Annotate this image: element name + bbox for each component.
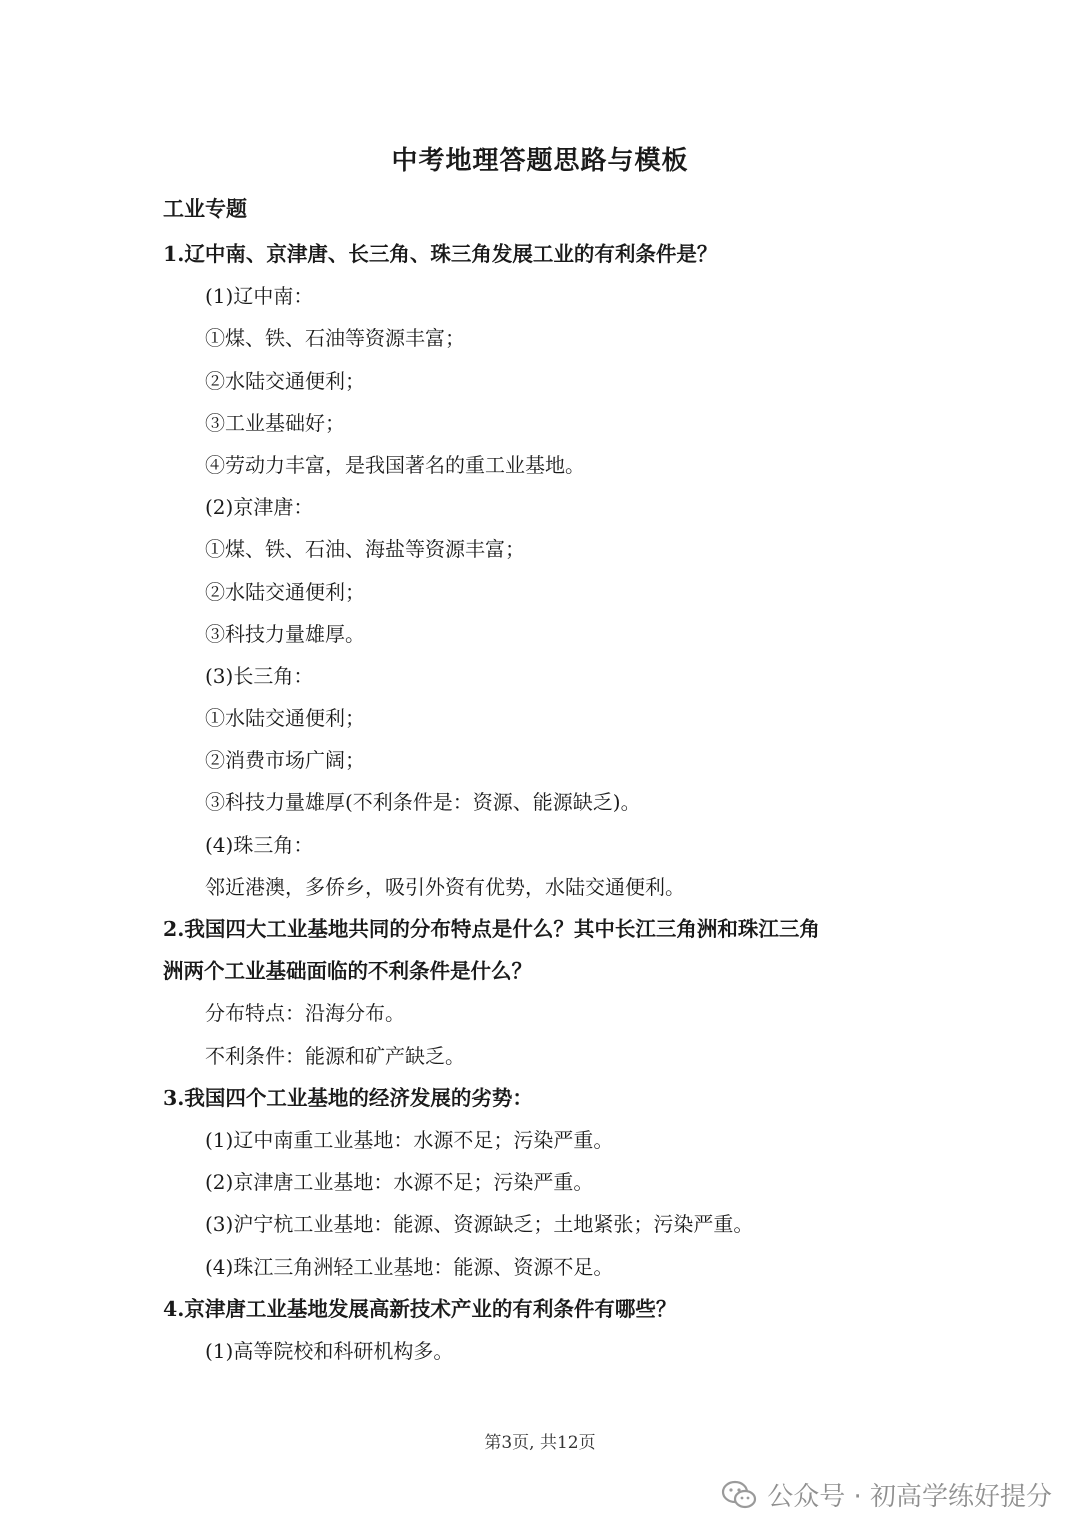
question-line: 3.我国四个工业基地的经济发展的劣势：: [163, 1085, 533, 1110]
answer-line: (2)京津唐：: [205, 495, 314, 520]
answer-line: ①煤、铁、石油、海盐等资源丰富；: [205, 537, 525, 562]
answer-line: ②水陆交通便利；: [205, 579, 365, 604]
question-line: 4.京津唐工业基地发展高新技术产业的有利条件有哪些？: [163, 1296, 677, 1321]
answer-line: (1)辽中南：: [205, 284, 314, 309]
answer-line: (1)辽中南重工业基地：水源不足；污染严重。: [205, 1127, 614, 1152]
question-line: 1.辽中南、京津唐、长三角、珠三角发展工业的有利条件是？: [163, 242, 718, 266]
answer-line: ①煤、铁、石油等资源丰富；: [205, 326, 465, 351]
answer-line: 邻近港澳，多侨乡，吸引外资有优势，水陆交通便利。: [205, 874, 685, 899]
answer-line: (3)长三角：: [205, 663, 314, 688]
page-footer: 第3页, 共12页: [484, 1433, 596, 1453]
question-line: 洲两个工业基础面临的不利条件是什么？: [163, 959, 532, 984]
answer-line: (4)珠三角：: [205, 832, 314, 857]
answer-line: (3)沪宁杭工业基地：能源、资源缺乏；土地紧张；污染严重。: [205, 1212, 754, 1237]
wechat-icon: [721, 1480, 757, 1510]
answer-line: (1)高等院校和科研机构多。: [205, 1338, 454, 1363]
question-line: 2.我国四大工业基地共同的分布特点是什么？其中长江三角洲和珠江三角: [163, 917, 820, 941]
answer-line: ③科技力量雄厚。: [205, 621, 365, 646]
section-title: 工业专题: [163, 196, 247, 221]
answer-line: ③科技力量雄厚(不利条件是：资源、能源缺乏)。: [205, 790, 641, 815]
page-title: 中考地理答题思路与模板: [391, 146, 689, 176]
answer-line: 不利条件：能源和矿产缺乏。: [205, 1043, 465, 1068]
answer-line: 分布特点：沿海分布。: [205, 1001, 405, 1026]
answer-line: (4)珠江三角洲轻工业基地：能源、资源不足。: [205, 1254, 614, 1279]
answer-line: ②水陆交通便利；: [205, 368, 365, 393]
answer-line: ④劳动力丰富，是我国著名的重工业基地。: [205, 452, 585, 477]
watermark: [721, 1476, 1052, 1513]
watermark-text: 公众号 · 初高学练好提分: [767, 1482, 1052, 1512]
answer-line: ②消费市场广阔；: [205, 748, 365, 773]
document-body: [163, 233, 923, 1372]
answer-line: ①水陆交通便利；: [205, 706, 365, 731]
answer-line: (2)京津唐工业基地：水源不足；污染严重。: [205, 1170, 594, 1195]
answer-line: ③工业基础好；: [205, 410, 345, 435]
